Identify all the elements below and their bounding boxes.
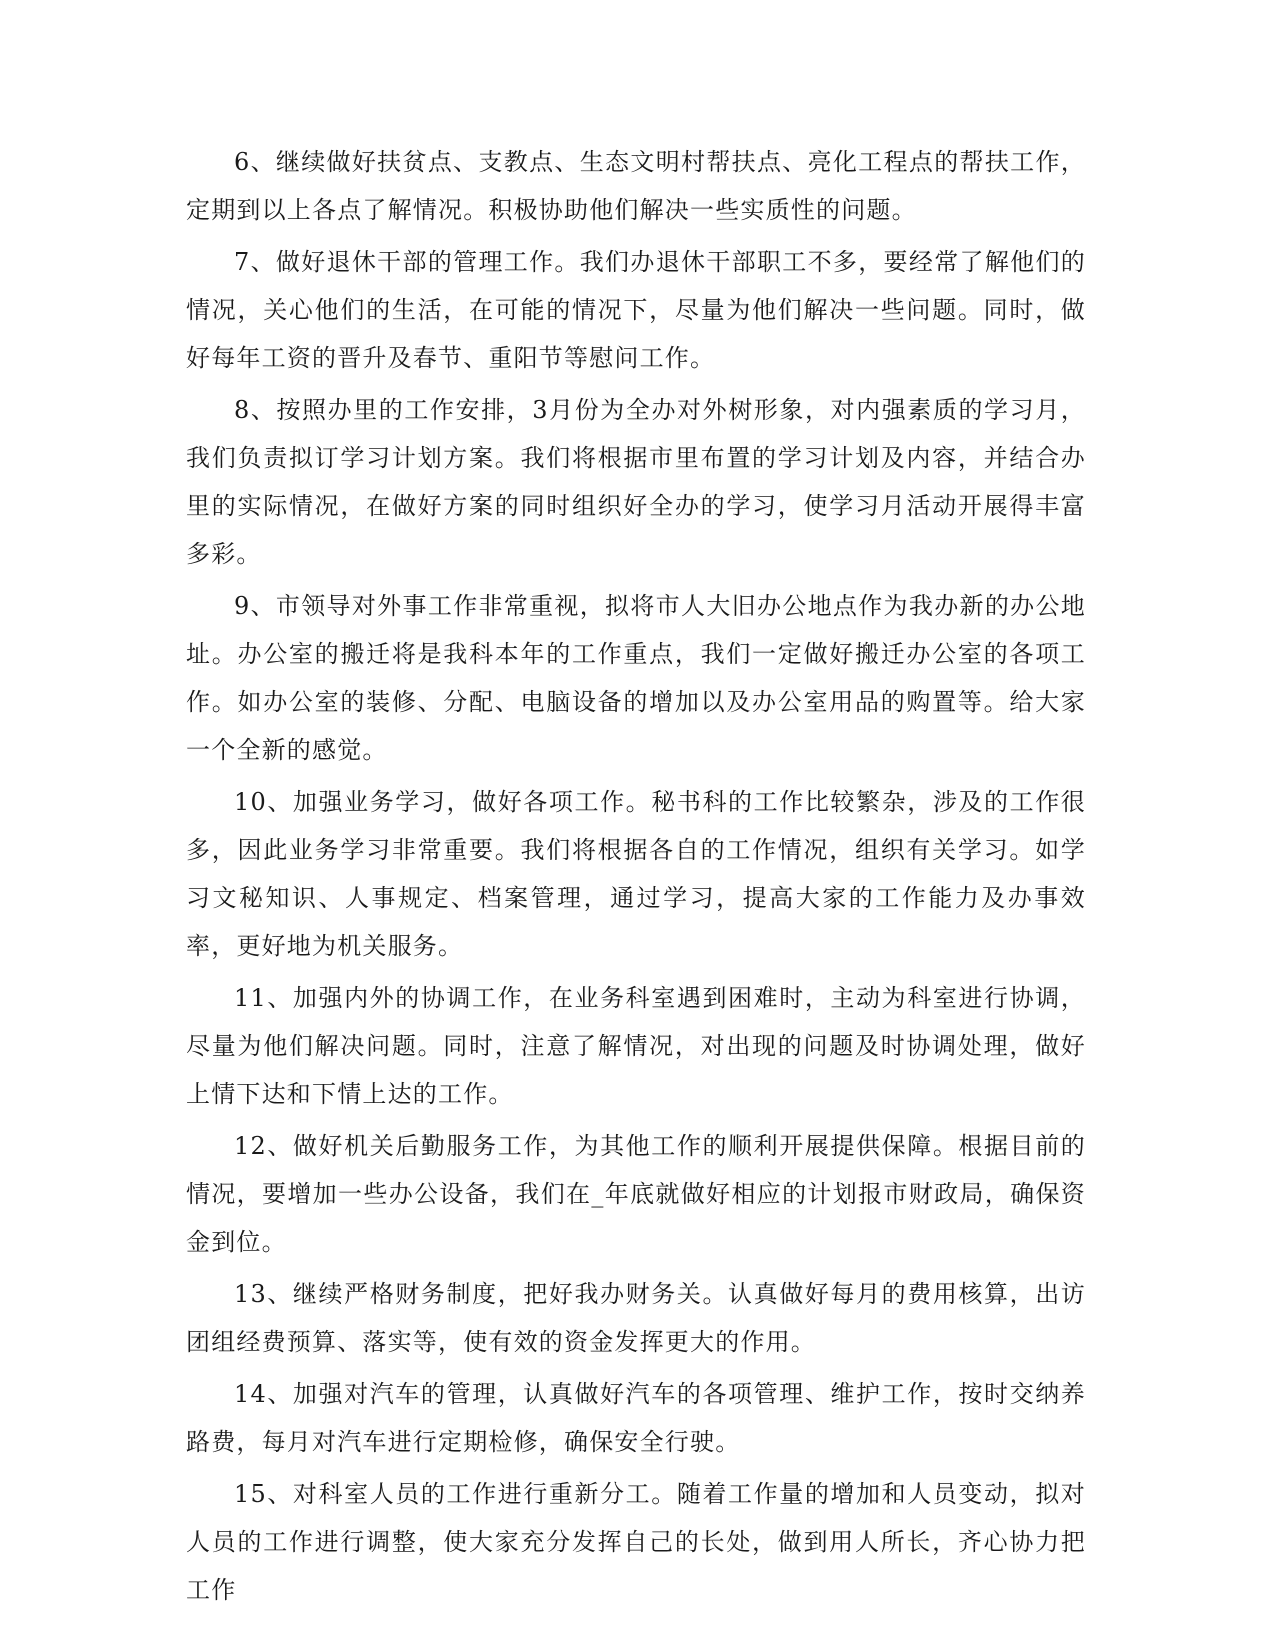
paragraph-item-10: 10、加强业务学习，做好各项工作。秘书科的工作比较繁杂，涉及的工作很多，因此业务学习非常重要。我们将根据各自的工作情况，组织有关学习。如学习文秘知识、人事规定、档案管理，通过学习，提高大家的工作能力及办事效率，更好地为机关服务。 [186, 788, 1086, 960]
paragraph-item-14: 14、加强对汽车的管理，认真做好汽车的各项管理、维护工作，按时交纳养路费，每月对汽车进行定期检修，确保安全行驶。 [186, 1380, 1086, 1456]
paragraph-item-9: 9、市领导对外事工作非常重视，拟将市人大旧办公地点作为我办新的办公地址。办公室的搬迁将是我科本年的工作重点，我们一定做好搬迁办公室的各项工作。如办公室的装修、分配、电脑设备的增加以及办公室用品的购置等。给大家一个全新的感觉。 [186, 592, 1086, 764]
paragraph-item-12: 12、做好机关后勤服务工作，为其他工作的顺利开展提供保障。根据目前的情况，要增加一些办公设备，我们在_年底就做好相应的计划报市财政局，确保资金到位。 [186, 1132, 1086, 1256]
paragraph-item-11: 11、加强内外的协调工作，在业务科室遇到困难时，主动为科室进行协调，尽量为他们解决问题。同时，注意了解情况，对出现的问题及时协调处理，做好上情下达和下情上达的工作。 [186, 984, 1086, 1108]
paragraph-item-8: 8、按照办里的工作安排，3月份为全办对外树形象，对内强素质的学习月，我们负责拟订学习计划方案。我们将根据市里布置的学习计划及内容，并结合办里的实际情况，在做好方案的同时组织好全办的学习，使学习月活动开展得丰富多彩。 [186, 396, 1086, 568]
document-body [186, 138, 1086, 1618]
paragraph-item-13: 13、继续严格财务制度，把好我办财务关。认真做好每月的费用核算，出访团组经费预算、落实等，使有效的资金发挥更大的作用。 [186, 1280, 1086, 1356]
paragraph-item-7: 7、做好退休干部的管理工作。我们办退休干部职工不多，要经常了解他们的情况，关心他们的生活，在可能的情况下，尽量为他们解决一些问题。同时，做好每年工资的晋升及春节、重阳节等慰问工作。 [186, 248, 1086, 372]
paragraph-item-6: 6、继续做好扶贫点、支教点、生态文明村帮扶点、亮化工程点的帮扶工作，定期到以上各点了解情况。积极协助他们解决一些实质性的问题。 [186, 148, 1086, 224]
paragraph-item-15: 15、对科室人员的工作进行重新分工。随着工作量的增加和人员变动，拟对人员的工作进行调整，使大家充分发挥自己的长处，做到用人所长，齐心协力把工作 [186, 1480, 1086, 1604]
